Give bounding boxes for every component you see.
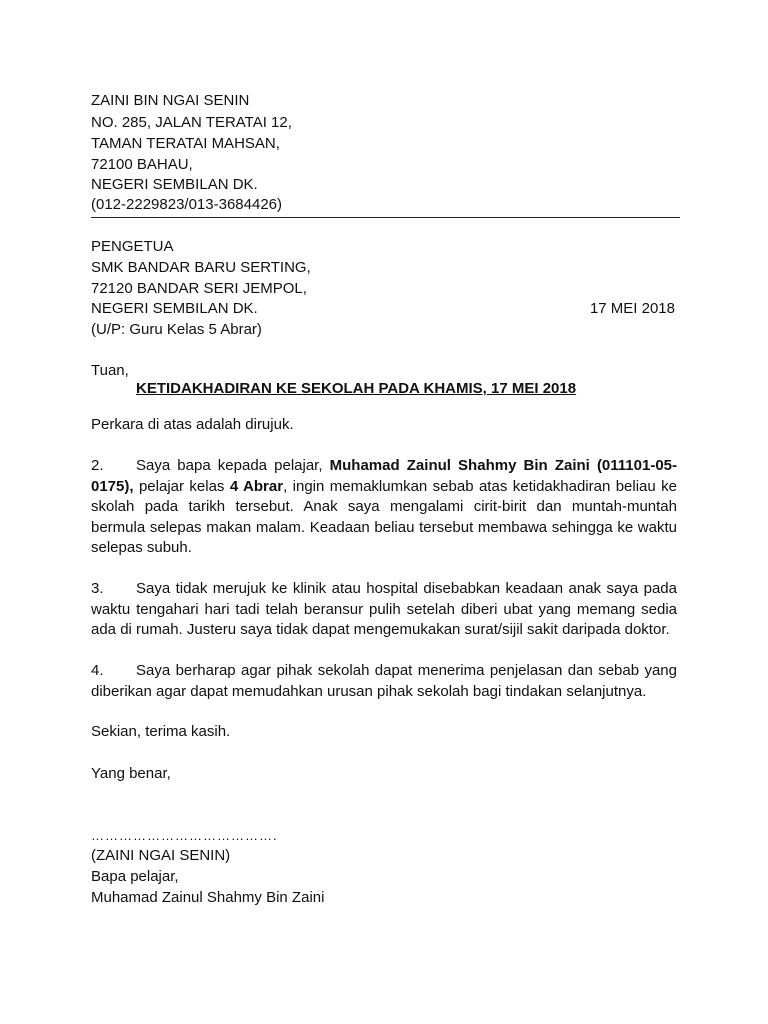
student-name: Muhamad Zainul Shahmy Bin Zaini (011101-05- <box>329 457 678 474</box>
signer-child-name: Muhamad Zainul Shahmy Bin Zaini <box>91 889 325 906</box>
paragraph-line: 4. Saya berharap agar pihak sekolah dapat menerima penjelasan dan sebab yang <box>91 661 677 682</box>
letter-date: 17 MEI 2018 <box>589 300 675 317</box>
paragraph-line: 3. Saya tidak merujuk ke klinik atau hospital disebabkan keadaan anak saya pada <box>91 579 677 600</box>
student-id-end: 0175), <box>91 477 134 495</box>
paragraph-line: diberikan agar dapat memudahkan urusan pihak sekolah bagi tindakan selanjutnya. <box>91 682 647 700</box>
signer-role: Bapa pelajar, <box>91 868 179 885</box>
recipient-address-line: NEGERI SEMBILAN DK. <box>91 300 258 317</box>
sender-name: ZAINI BIN NGAI SENIN <box>91 92 250 109</box>
signer-name: (ZAINI NGAI SENIN) <box>91 847 231 864</box>
intro-sentence: Perkara di atas adalah dirujuk. <box>91 416 294 433</box>
paragraph-line: waktu tengahari hari tadi telah beransur pulih setelah diberi ubat yang memang sedia <box>91 600 677 618</box>
signature-line: …………………………………. <box>91 828 278 843</box>
paragraph-line: 0175), pelajar kelas 4 Abrar, ingin memaklumkan sebab atas ketidakhadiran beliau ke <box>91 477 677 495</box>
paragraph-line: ada di rumah. Justeru saya tidak dapat mengemukakan surat/sijil sakit daripada doktor. <box>91 621 670 638</box>
closing-remark: Sekian, terima kasih. <box>91 723 231 740</box>
paragraph-line: selepas subuh. <box>91 539 192 556</box>
sign-off: Yang benar, <box>91 765 171 782</box>
letter-subject: KETIDAKHADIRAN KE SEKOLAH PADA KHAMIS, 17 MEI 2018 <box>136 380 577 397</box>
paragraph-2 <box>91 456 677 559</box>
recipient-title: PENGETUA <box>91 238 174 255</box>
paragraph-number: 2. <box>91 457 104 474</box>
sender-address-line: TAMAN TERATAI MAHSAN, <box>91 135 280 152</box>
paragraph-number: 4. <box>91 662 104 679</box>
sender-address-line: NO. 285, JALAN TERATAI 12, <box>91 114 292 131</box>
paragraph-line: bermula selepas makan malam. Keadaan beliau tersebut membawa sehingga ke waktu <box>91 518 677 536</box>
recipient-address-line: 72120 BANDAR SERI JEMPOL, <box>91 280 307 297</box>
salutation: Tuan, <box>91 362 129 379</box>
sender-address-line: 72100 BAHAU, <box>91 156 193 173</box>
header-divider <box>91 217 680 218</box>
student-class: 4 Abrar <box>229 477 284 495</box>
recipient-address-line: SMK BANDAR BARU SERTING, <box>91 259 311 276</box>
paragraph-line: skolah pada tarikh tersebut. Anak saya mengalami cirit-birit dan muntah-muntah <box>91 498 677 515</box>
paragraph-3 <box>91 579 677 641</box>
sender-phone: (012-2229823/013-3684426) <box>91 196 282 213</box>
paragraph-number: 3. <box>91 580 104 597</box>
paragraph-line: 2. Saya bapa kepada pelajar, Muhamad Zainul Shahmy Bin Zaini (011101-05- <box>91 456 677 477</box>
sender-address-line: NEGERI SEMBILAN DK. <box>91 176 258 193</box>
recipient-attention: (U/P: Guru Kelas 5 Abrar) <box>91 321 262 338</box>
paragraph-4 <box>91 661 677 702</box>
